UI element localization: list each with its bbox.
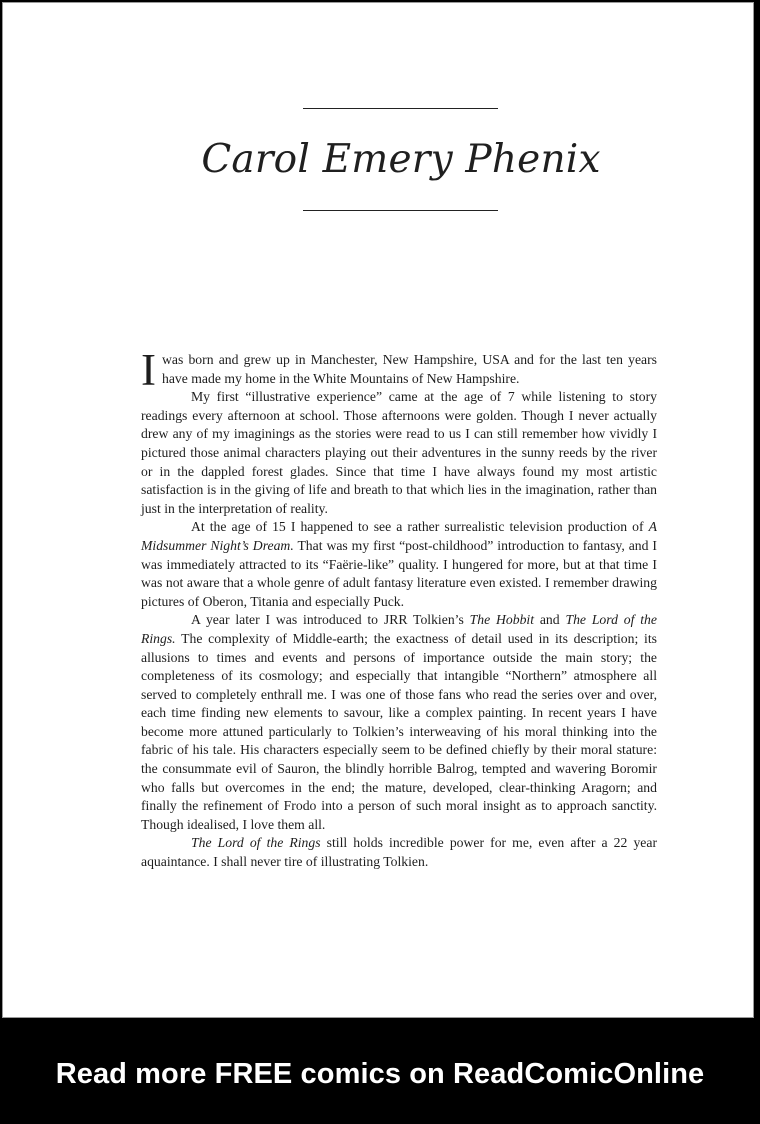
paragraph-4-text-c: The complexity of Middle-earth; the exactness of detail used in its description; its allusions to times and events and persons of importance outside the main story; the completeness of its cosmology; and especially that intangible “Northern” atmosphere all served to completely enthrall me. I was one of those fans who read the series over and over, each time finding new elements to savour, like a complex painting. In recent years I have become more attuned particularly to Tolkien’s interweaving of his moral thinking into the fabric of his tale. His characters especially seem to be defined chiefly by their moral stature: the consummate evil of Sauron, the blindly horrible Balrog, tempted and wavering Boromir who falls but overcomes in the end; the mature, developed, clear-thinking Aragorn; and finally the refinement of Frodo into a person of such moral insight as to approach sanctity. Though idealised, I love them all. — [141, 630, 657, 832]
paragraph-4 — [141, 611, 657, 834]
paragraph-2-text: My first “illustrative experience” came at the age of 7 while listening to story readings every afternoon at school. Those afternoons were golden. Though I never actually drew any of my imaginings as the stories were read to us I can still remember how vividly I pictured those animal characters playing out their adventures in the sunny reeds by the river or in the dappled forest glades. Since that time I have always found my most artistic satisfaction is in the giving of life and breath to that which lies in the imagination, rather than just in the interpretation of reality. — [141, 389, 657, 516]
paragraph-2 — [141, 388, 657, 518]
promo-banner-text[interactable]: Read more FREE comics on ReadComicOnline — [55, 1057, 705, 1090]
paragraph-5 — [141, 834, 657, 871]
book-page — [2, 2, 754, 1018]
paragraph-4-italic-hobbit: The Hobbit — [469, 612, 535, 628]
paragraph-5-text-a: still holds incredible power for me, even after a 22 year aquaintance. I shall never tire of illustrating Tolkien. — [141, 835, 658, 870]
paragraph-4-text-a: A year later I was introduced to JRR Tolkien’s — [191, 612, 470, 628]
page-title: Carol Emery Phenix — [201, 137, 601, 182]
paragraph-4-italic-lotr: The Lord of the Rings. — [141, 612, 657, 646]
paragraph-1-text: was born and grew up in Manchester, New Hampshire, USA and for the last ten years have made my home in the White Mountains of New Hampshire. — [162, 352, 657, 386]
paragraph-3-text-a: At the age of 15 I happened to see a rather surrealistic television production of — [191, 519, 649, 535]
promo-banner[interactable] — [0, 1024, 760, 1124]
title-bottom-rule — [303, 210, 498, 211]
paragraph-3-italic-title: A Midsummer Night’s Dream. — [141, 519, 657, 553]
drop-cap: I — [141, 345, 156, 395]
paragraph-5-italic-lotr: The Lord of the Rings — [191, 835, 321, 851]
paragraph-4-text-b: and — [534, 612, 566, 628]
paragraph-1 — [141, 345, 657, 395]
paragraph-3 — [141, 518, 657, 611]
title-top-rule — [303, 108, 498, 109]
article-body — [141, 345, 658, 872]
paragraph-3-text-b: That was my first “post-childhood” introduction to fantasy, and I was immediately attracted to its “Faërie-like” quality. I hungered for more, but at that time I was not aware that a whole genre of adult fantasy literature even existed. I remember drawing pictures of Oberon, Titania and especially Puck. — [141, 537, 657, 609]
